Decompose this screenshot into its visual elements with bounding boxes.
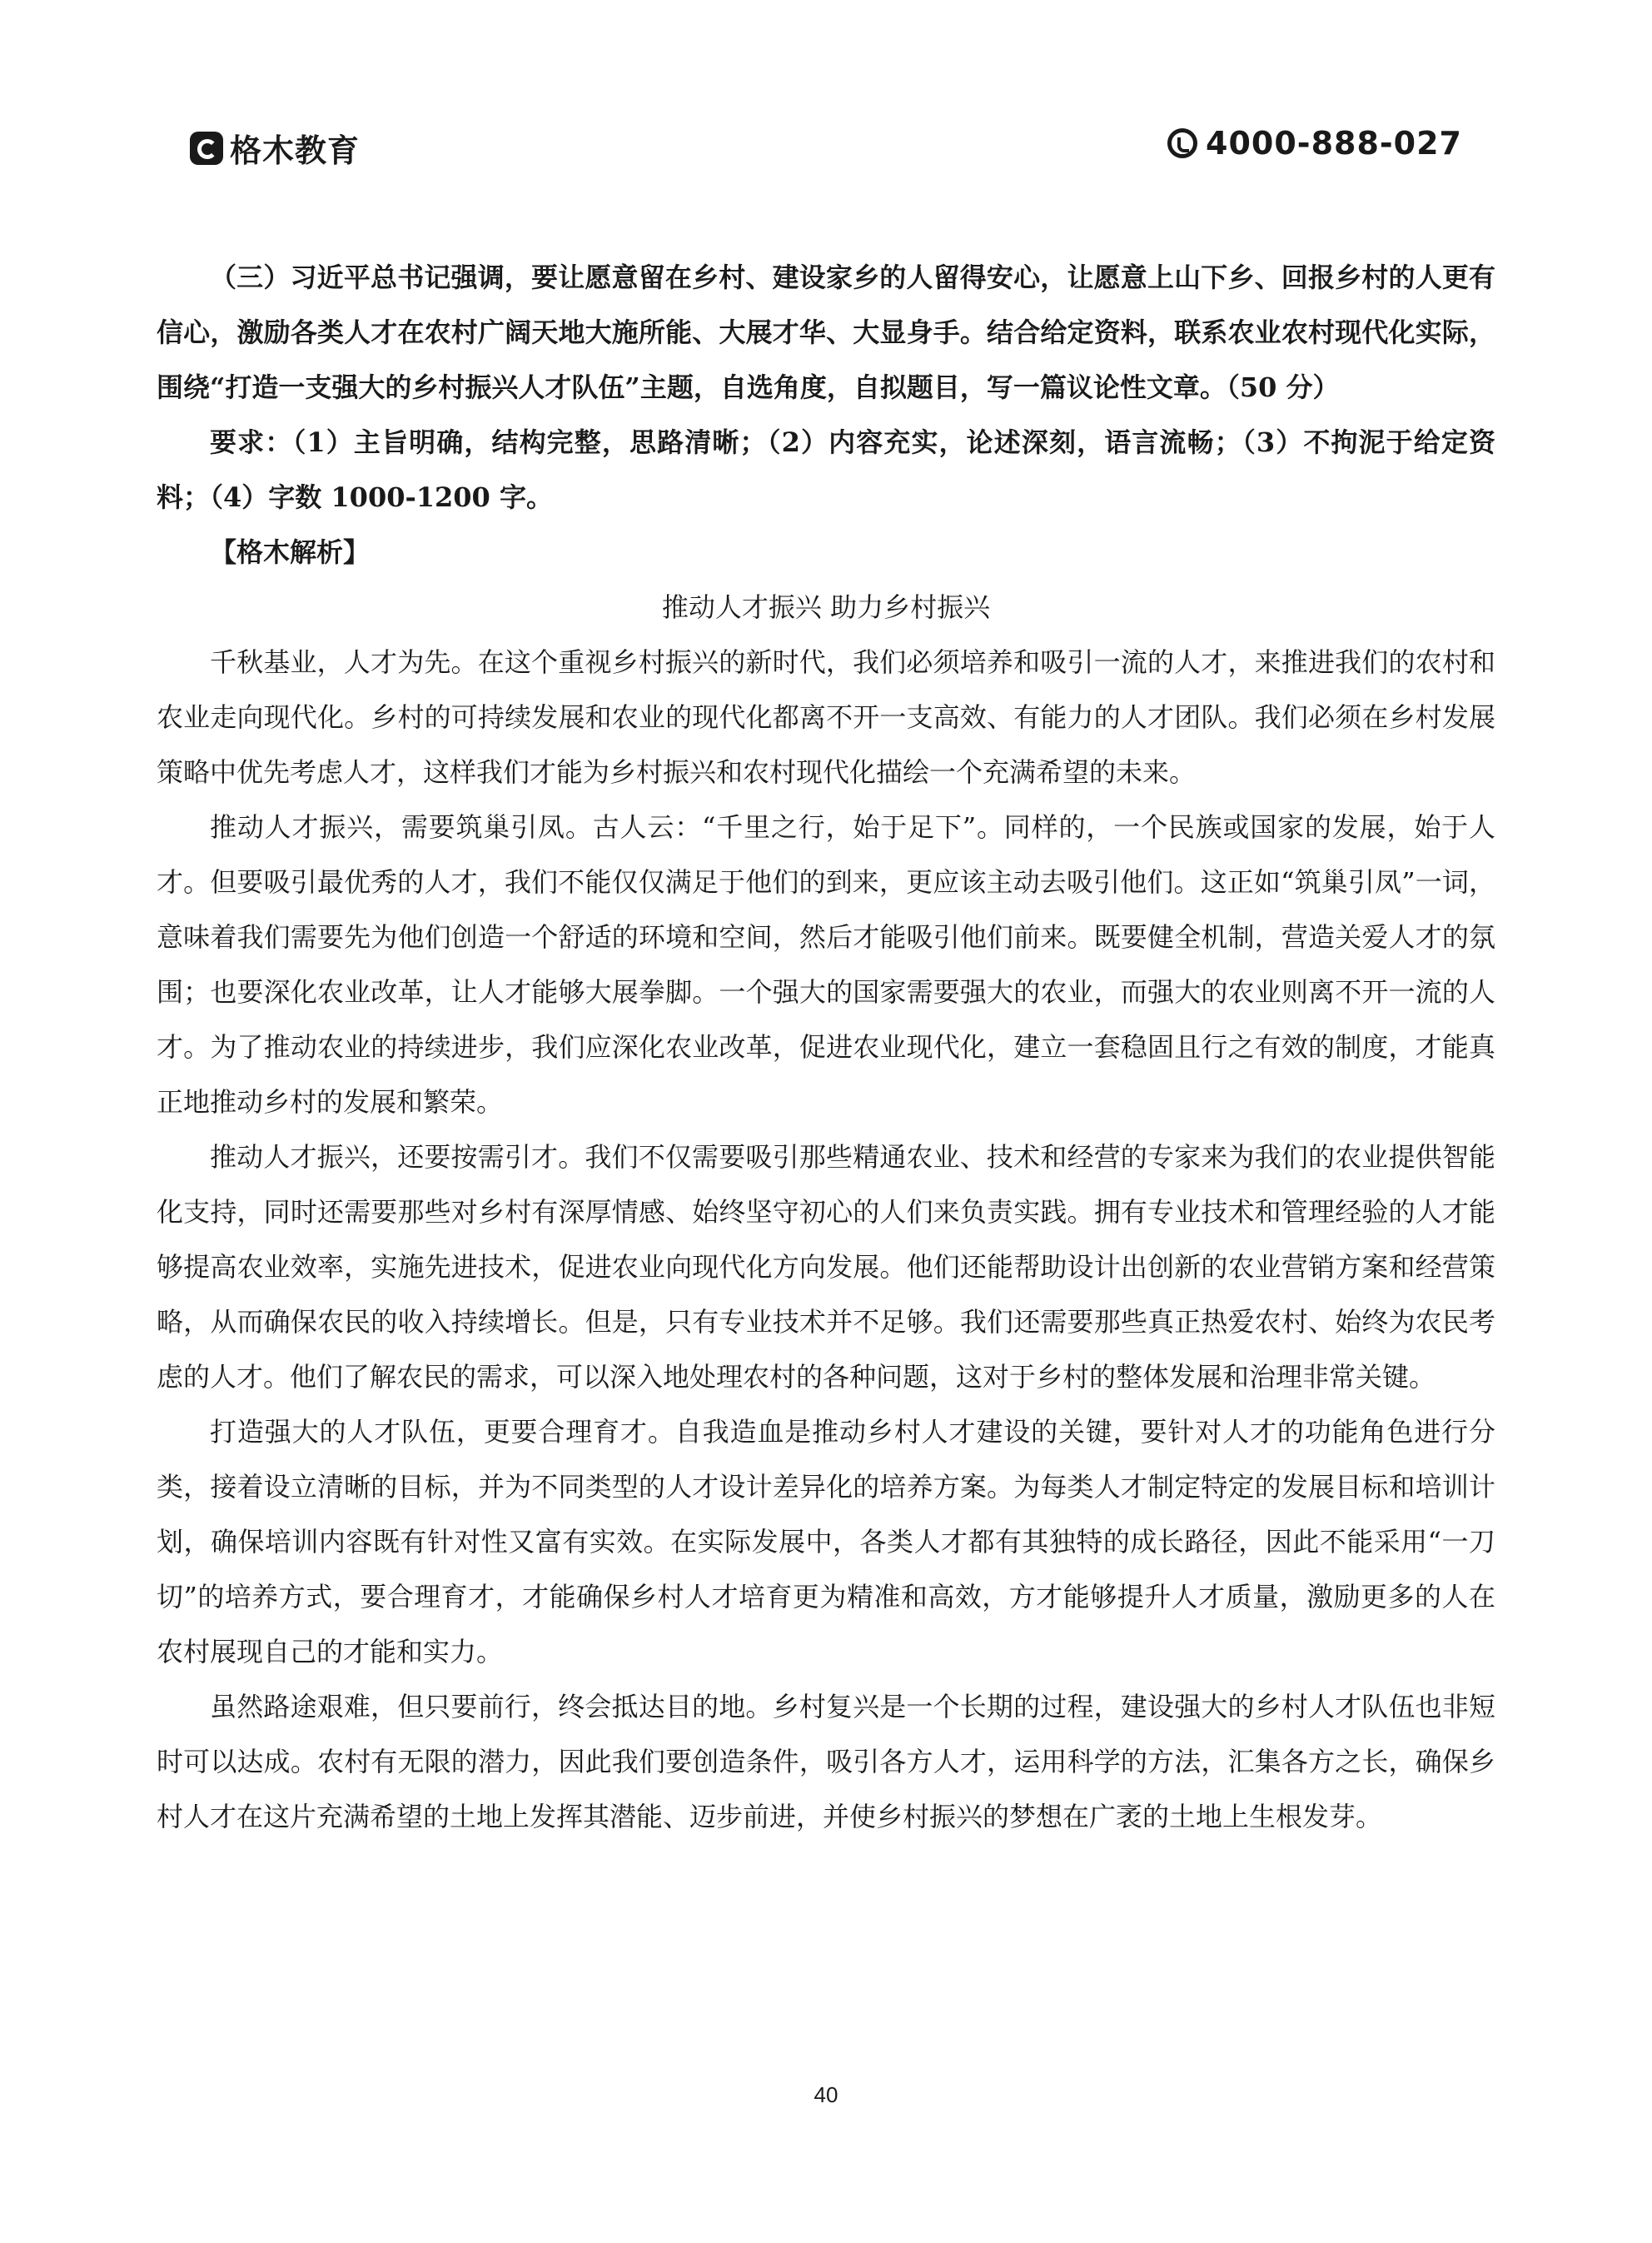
phone-icon [1167,128,1197,158]
phone-number: 4000-888-027 [1206,125,1462,162]
essay-paragraph: 推动人才振兴，需要筑巢引凤。古人云：“千里之行，始于足下”。同样的，一个民族或国家的发展，始于人才。但要吸引最优秀的人才，我们不能仅仅满足于他们的到来，更应该主动去吸引他们。这正如“筑巢引凤”一词，意味着我们需要先为他们创造一个舒适的环境和空间，然后才能吸引他们前来。既要健全机制，营造关爱人才的氛围；也要深化农业改革，让人才能够大展拳脚。一个强大的国家需要强大的农业，而强大的农业则离不开一流的人才。为了推动农业的持续进步，我们应深化农业改革，促进农业现代化，建立一套稳固且行之有效的制度，才能真正地推动乡村的发展和繁荣。 [157,811,1495,1118]
brand-logo-icon [190,132,223,165]
essay-paragraph: 推动人才振兴，还要按需引才。我们不仅需要吸引那些精通农业、技术和经营的专家来为我们的农业提供智能化支持，同时还需要那些对乡村有深厚情感、始终坚守初心的人们来负责实践。拥有专业技术和管理经验的人才能够提高农业效率，实施先进技术，促进农业向现代化方向发展。他们还能帮助设计出创新的农业营销方案和经营策略，从而确保农民的收入持续增长。但是，只有专业技术并不足够。我们还需要那些真正热爱农村、始终为农民考虑的人才。他们了解农民的需求，可以深入地处理农村的各种问题，这对于乡村的整体发展和治理非常关键。 [157,1141,1495,1393]
question-requirements: 要求：（1）主旨明确，结构完整，思路清晰；（2）内容充实，论述深刻，语言流畅；（3）不拘泥于给定资料；（4）字数 1000-1200 字。 [157,426,1495,513]
page-header [190,125,1462,175]
brand-name: 格木教育 [230,132,361,169]
question-prompt: （三）习近平总书记强调，要让愿意留在乡村、建设家乡的人留得安心，让愿意上山下乡、回报乡村的人更有信心，激励各类人才在农村广阔天地大施所能、大展才华、大显身手。结合给定资料，联系农业农村现代化实际，围绕“打造一支强大的乡村振兴人才队伍”主题，自选角度，自拟题目，写一篇议论性文章。（50 分） [157,262,1495,403]
essay-paragraph: 虽然路途艰难，但只要前行，终会抵达目的地。乡村复兴是一个长期的过程，建设强大的乡村人才队伍也非短时可以达成。农村有无限的潜力，因此我们要创造条件，吸引各方人才，运用科学的方法，汇集各方之长，确保乡村人才在这片充满希望的土地上发挥其潜能、迈步前进，并使乡村振兴的梦想在广袤的土地上生根发芽。 [157,1691,1495,1832]
contact-phone [1167,125,1462,162]
brand-logo [190,125,360,171]
essay-title: 推动人才振兴 助力乡村振兴 [661,591,991,623]
document-body [157,250,1495,1844]
analysis-label: 【格木解析】 [210,536,371,568]
essay-paragraph: 打造强大的人才队伍，更要合理育才。自我造血是推动乡村人才建设的关键，要针对人才的功能角色进行分类，接着设立清晰的目标，并为不同类型的人才设计差异化的培养方案。为每类人才制定特定的发展目标和培训计划，确保培训内容既有针对性又富有实效。在实际发展中，各类人才都有其独特的成长路径，因此不能采用“一刀切”的培养方式，要合理育才，才能确保乡村人才培育更为精准和高效，方才能够提升人才质量，激励更多的人在农村展现自己的才能和实力。 [157,1416,1495,1667]
essay-paragraph: 千秋基业，人才为先。在这个重视乡村振兴的新时代，我们必须培养和吸引一流的人才，来推进我们的农村和农业走向现代化。乡村的可持续发展和农业的现代化都离不开一支高效、有能力的人才团队。我们必须在乡村发展策略中优先考虑人才，这样我们才能为乡村振兴和农村现代化描绘一个充满希望的未来。 [157,646,1495,788]
page-number: 40 [814,2082,838,2107]
